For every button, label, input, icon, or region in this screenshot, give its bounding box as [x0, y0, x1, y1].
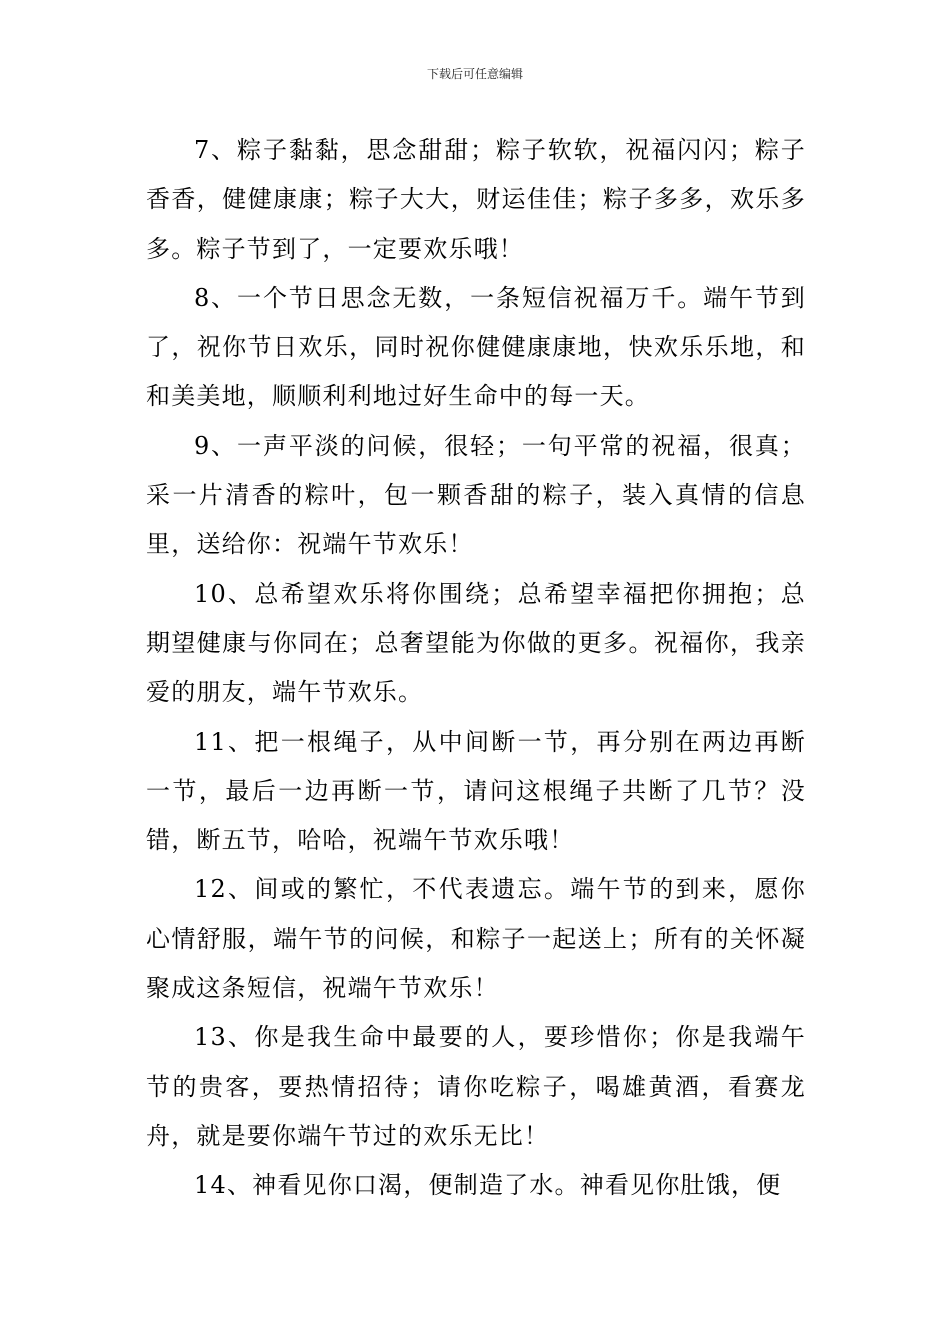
paragraph-14: 14、神看见你口渴，便制造了水。神看见你肚饿，便: [194, 1171, 782, 1200]
paragraph-12: 12、间或的繁忙，不代表遗忘。端午节的到来，愿你心情舒服，端午节的问候，和粽子一起送上；所有的关怀凝聚成这条短信，祝端午节欢乐！: [146, 875, 806, 1003]
paragraph-11: 11、把一根绳子，从中间断一节，再分别在两边再断一节，最后一边再断一节，请问这根绳子共断了几节？没错，断五节，哈哈，祝端午节欢乐哦！: [146, 727, 806, 855]
document-body: [146, 126, 806, 1211]
paragraph-8: 8、一个节日思念无数，一条短信祝福万千。端午节到了，祝你节日欢乐，同时祝你健健康康地，快欢乐乐地，和和美美地，顺顺利利地过好生命中的每一天。: [146, 283, 806, 411]
paragraph-10: 10、总希望欢乐将你围绕；总希望幸福把你拥抱；总期望健康与你同在；总奢望能为你做的更多。祝福你，我亲爱的朋友，端午节欢乐。: [146, 579, 806, 707]
header-note: 下载后可任意编辑: [426, 67, 523, 81]
paragraph-7: 7、粽子黏黏，思念甜甜；粽子软软，祝福闪闪；粽子香香，健健康康；粽子大大，财运佳佳；粽子多多，欢乐多多。粽子节到了，一定要欢乐哦！: [146, 136, 806, 263]
paragraph-9: 9、一声平淡的问候，很轻；一句平常的祝福，很真；采一片清香的粽叶，包一颗香甜的粽子，装入真情的信息里，送给你：祝端午节欢乐！: [146, 431, 806, 559]
paragraph-13: 13、你是我生命中最要的人，要珍惜你；你是我端午节的贵客，要热情招待；请你吃粽子，喝雄黄酒，看赛龙舟，就是要你端午节过的欢乐无比！: [146, 1023, 806, 1150]
